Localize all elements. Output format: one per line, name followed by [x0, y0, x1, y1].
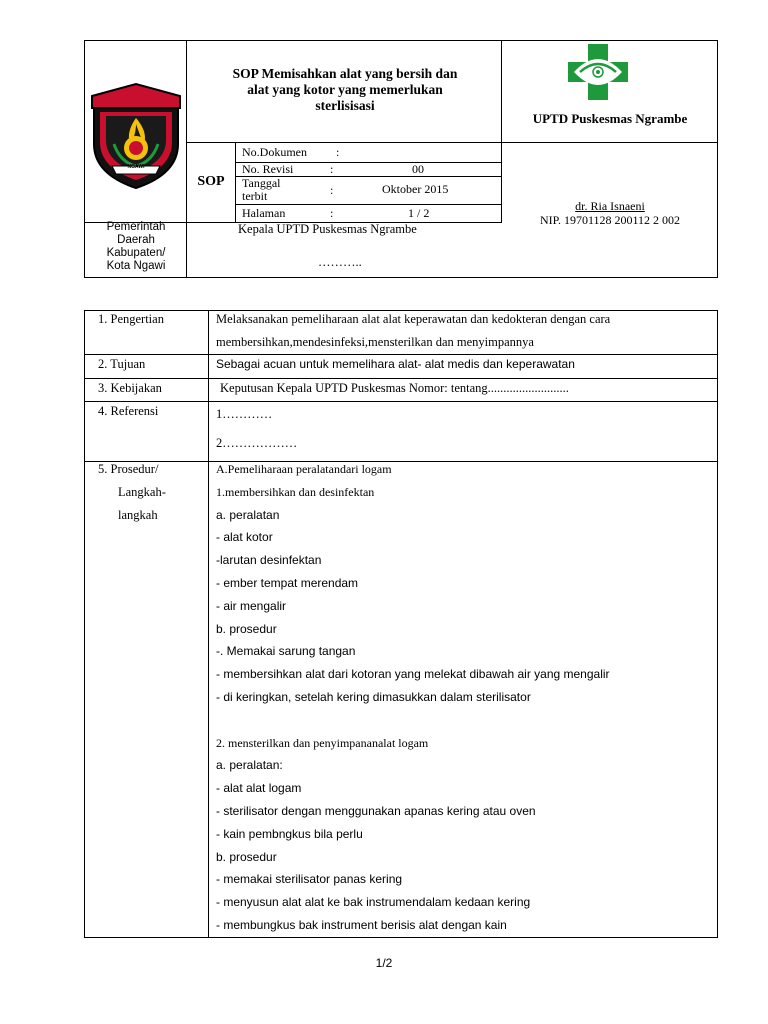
divider	[208, 310, 209, 938]
title-line: alat yang kotor yang memerlukan	[247, 82, 443, 97]
prosedur-line: - alat alat logam	[216, 781, 302, 796]
prosedur-line: - menyusun alat alat ke bak instrumendalam kedaan kering	[216, 895, 531, 910]
divider	[501, 40, 502, 223]
pemda-line: Daerah	[117, 234, 155, 246]
divider	[84, 401, 718, 402]
divider	[235, 142, 236, 223]
no-revisi-value: 00	[412, 162, 424, 176]
sop-title	[192, 66, 498, 114]
pengertian-text	[216, 308, 610, 354]
prosedur-label	[98, 458, 166, 527]
text-line: membersihkan,mendesinfeksi,mensterilkan dan menyimpannya	[216, 334, 534, 349]
logo-ribbon-text: NGAWI	[127, 164, 145, 170]
halaman-label: Halaman	[242, 206, 286, 220]
signer-name: dr. Ria Isnaeni	[575, 199, 645, 213]
ngawi-regency-logo	[90, 78, 182, 190]
pemda-line: Kabupaten/	[106, 247, 166, 259]
pengertian-label: 1. Pengertian	[98, 312, 164, 326]
divider	[235, 204, 502, 205]
prosedur-line: -. Memakai sarung tangan	[216, 644, 356, 659]
kebijakan-text: Keputusan Kepala UPTD Puskesmas Nomor: tentang..........................	[220, 381, 569, 395]
pemda-label	[86, 221, 186, 273]
pemda-line: Pemerintah	[106, 221, 166, 233]
tanggal-label: Tanggal	[242, 176, 281, 190]
prosedur-line: b. prosedur	[216, 621, 277, 636]
label-line: Langkah-	[118, 485, 166, 499]
colon: :	[330, 183, 334, 197]
signer-block	[502, 199, 718, 227]
no-revisi-label: No. Revisi	[242, 162, 294, 176]
prosedur-line: - kain pembngkus bila perlu	[216, 826, 363, 841]
org-name: UPTD Puskesmas Ngrambe	[532, 111, 688, 126]
kepala-label: Kepala UPTD Puskesmas Ngrambe	[238, 222, 417, 236]
prosedur-line: - di keringkan, setelah kering dimasukkan dalam sterilisator	[216, 689, 531, 704]
prosedur-line: -larutan desinfektan	[216, 553, 322, 568]
prosedur-line: - membungkus bak instrument berisis alat dengan kain	[216, 917, 507, 932]
prosedur-line: - membersihkan alat dari kotoran yang melekat dibawah air yang mengalir	[216, 667, 610, 682]
signature-dots: ………..	[318, 255, 362, 269]
referensi-item: 1…………	[216, 407, 273, 421]
prosedur-list	[216, 458, 610, 937]
prosedur-line: - memakai sterilisator panas kering	[216, 872, 403, 887]
divider	[186, 40, 187, 278]
signer-nip: NIP. 19701128 200112 2 002	[539, 213, 681, 227]
kebijakan-label: 3. Kebijakan	[98, 381, 162, 395]
prosedur-line: - air mengalir	[216, 598, 287, 613]
tanggal-value: Oktober 2015	[382, 182, 449, 196]
tujuan-text: Sebagai acuan untuk memelihara alat- alat medis dan keperawatan	[216, 357, 575, 371]
no-dokumen-label: No.Dokumen	[242, 145, 307, 159]
prosedur-line	[216, 709, 610, 732]
prosedur-line: - ember tempat merendam	[216, 575, 359, 590]
prosedur-line: a. peralatan	[216, 507, 280, 522]
prosedur-line: - sterilisator dengan menggunakan apanas kering atau oven	[216, 803, 536, 818]
text-line: Melaksanakan pemeliharaan alat alat keperawatan dan kedokteran dengan cara	[216, 312, 611, 326]
title-line: sterlisisasi	[315, 98, 375, 113]
prosedur-line: a. peralatan:	[216, 758, 283, 773]
colon: :	[330, 162, 334, 176]
title-line: SOP Memisahkan alat yang bersih dan	[232, 66, 458, 81]
pemda-line: Kota Ngawi	[106, 260, 166, 272]
label-line: 5. Prosedur/	[98, 462, 159, 476]
sop-label: SOP	[197, 174, 225, 189]
divider	[186, 142, 718, 143]
page-number: 1/2	[375, 956, 393, 970]
colon: :	[330, 206, 334, 220]
referensi-list	[216, 400, 297, 458]
prosedur-line: 2. mensterilkan dan penyimpananalat logam	[216, 735, 429, 750]
tujuan-label: 2. Tujuan	[98, 357, 146, 371]
puskesmas-logo	[562, 42, 634, 104]
label-line: langkah	[118, 508, 158, 522]
colon: :	[336, 145, 340, 159]
referensi-item: 2………………	[216, 436, 298, 450]
prosedur-line: A.Pemeliharaan peralatandari logam	[216, 462, 392, 476]
prosedur-line: 1.membersihkan dan desinfektan	[216, 484, 375, 499]
halaman-value: 1 / 2	[408, 206, 430, 220]
prosedur-line: - alat kotor	[216, 530, 273, 545]
terbit-label: terbit	[242, 189, 268, 203]
referensi-label: 4. Referensi	[98, 404, 159, 418]
prosedur-line: b. prosedur	[216, 849, 277, 864]
